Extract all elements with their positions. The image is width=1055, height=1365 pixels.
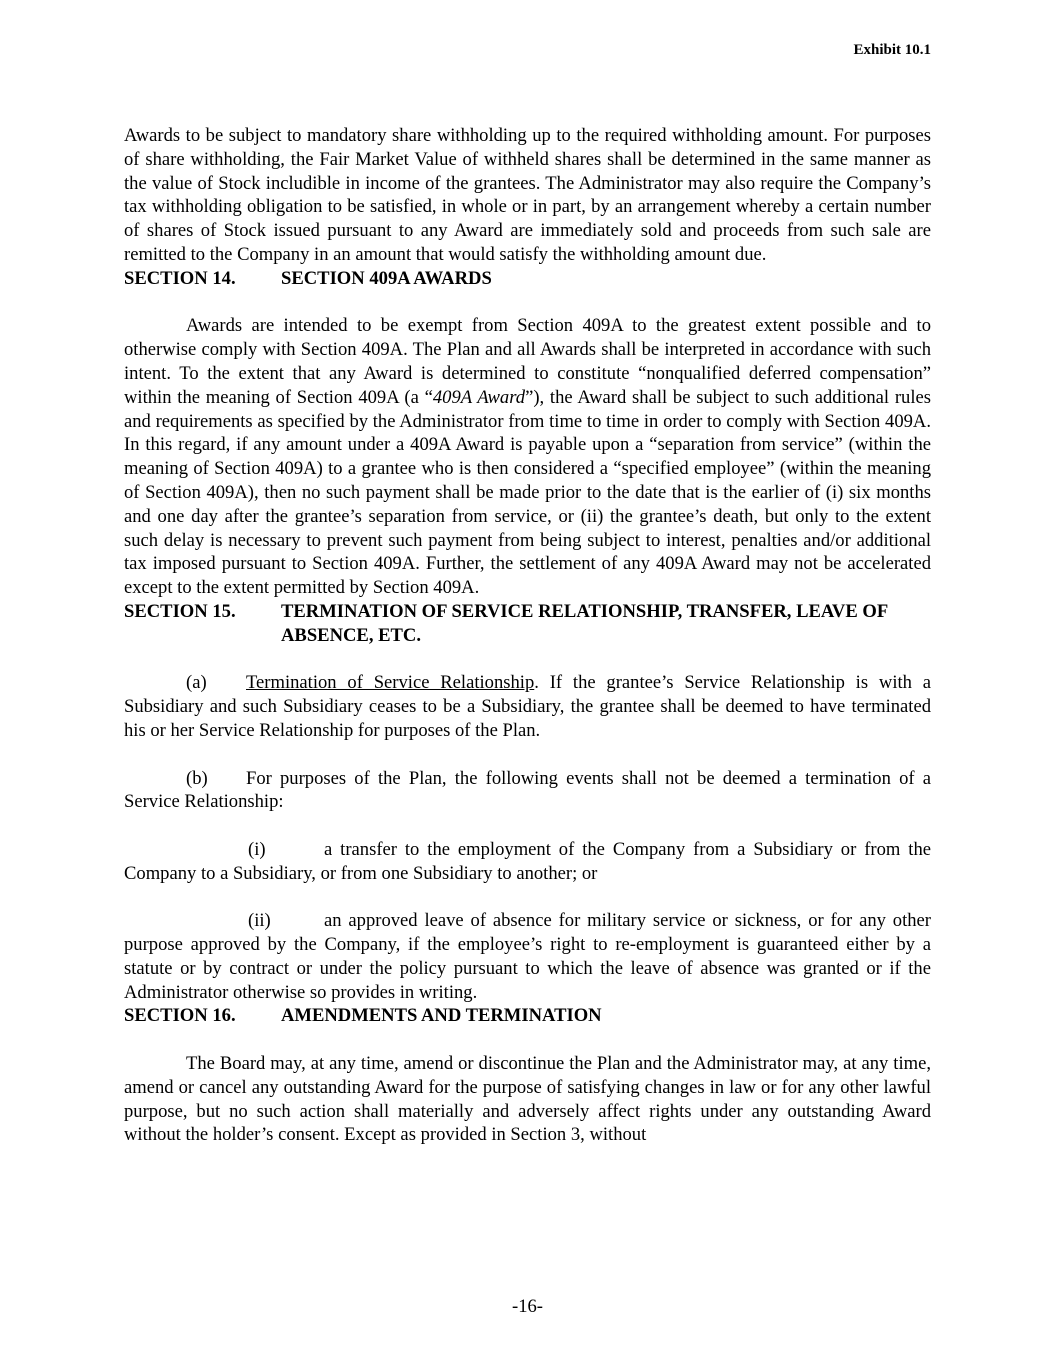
section-14-text-part2: ”), the Award shall be subject to such additional rules and requirements as specified by the Administrator from time to time in order to comply with Section 409A. In this regard, if any amount under a 409A Award is payable upon a “separation from service” (within the meaning of Section 409A) to a grantee who is then considered a “specified employee” (within the meaning of Section 409A), then no such payment shall be made prior to the date that is the earlier of (i) six months and one day after the grantee’s separation from service, or (ii) the grantee’s death, but only to the extent such delay is necessary to prevent such payment from being subject to interest, penalties and/or additional tax imposed pursuant to Section 409A. Further, the settlement of any 409A Award may not be accelerated except to the extent permitted by Section 409A. (124, 386, 931, 599)
defined-term-409a-award: 409A Award (432, 386, 526, 408)
section-14-heading (124, 267, 931, 291)
section-15-title: TERMINATION OF SERVICE RELATIONSHIP, TRANSFER, LEAVE OF ABSENCE, ETC. (281, 600, 888, 646)
section-15-a-text: . If the grantee’s Service Relationship is with a Subsidiary and such Subsidiary ceases to be a Subsidiary, the grantee shall be deemed to have terminated his or her Service Relationship for purposes of the Plan. (124, 672, 931, 741)
section-16-heading (124, 1004, 931, 1028)
section-15-a-paragraph (124, 671, 931, 742)
section-14-title: SECTION 409A AWARDS (281, 267, 492, 289)
section-14-paragraph (124, 314, 931, 600)
section-15-a-caption: Termination of Service Relationship (246, 672, 535, 694)
section-14-number: SECTION 14. (124, 267, 236, 289)
section-15-b-label: (b) (186, 767, 208, 789)
section-15-ii-paragraph (124, 909, 931, 1004)
continuation-paragraph: Awards to be subject to mandatory share withholding up to the required withholding amount. For purposes of share withholding, the Fair Market Value of withheld shares shall be determined in the same manner as the value of Stock includible in income of the grantees. The Administrator may also require the Company’s tax withholding obligation to be satisfied, in whole or in part, by an arrangement whereby a certain number of shares of Stock issued pursuant to any Award are immediately sold and proceeds from such sale are remitted to the Company in an amount that would satisfy the withholding amount due. (124, 125, 931, 265)
section-15-i-paragraph (124, 838, 931, 886)
section-15-number: SECTION 15. (124, 600, 236, 622)
section-15-b-text: For purposes of the Plan, the following events shall not be deemed a termination of a Service Relationship: (124, 767, 931, 813)
exhibit-label: Exhibit 10.1 (853, 42, 931, 58)
section-15-a-label: (a) (186, 672, 207, 694)
section-15-ii-label: (ii) (248, 910, 271, 932)
section-15-heading (124, 600, 931, 648)
section-16-title: AMENDMENTS AND TERMINATION (281, 1005, 602, 1027)
document-body (124, 124, 931, 1147)
section-16-paragraph: The Board may, at any time, amend or discontinue the Plan and the Administrator may, at any time, amend or cancel any outstanding Award for the purpose of satisfying changes in law or for any other lawful purpose, but no such action shall materially and adversely affect rights under any outstanding Award without the holder’s consent. Except as provided in Section 3, without (124, 1053, 931, 1146)
section-16-number: SECTION 16. (124, 1005, 236, 1027)
section-15-i-text: a transfer to the employment of the Company from a Subsidiary or from the Company to a Subsidiary, or from one Subsidiary to another; or (124, 838, 931, 884)
section-15-b-paragraph (124, 767, 931, 815)
section-15-i-label: (i) (248, 838, 266, 860)
page-number: -16- (512, 1296, 543, 1317)
section-15-ii-text: an approved leave of absence for military service or sickness, or for any other purpose approved by the Company, if the employee’s right to re-employment is guaranteed either by a statute or by contract or under the policy pursuant to which the leave of absence was granted or if the Administrator otherwise so provides in writing. (124, 910, 931, 1003)
section-14-text-part1: Awards are intended to be exempt from Section 409A to the greatest extent possible and to otherwise comply with Section 409A. The Plan and all Awards shall be interpreted in accordance with such intent. To the extent that any Award is determined to constitute “nonqualified deferred compensation” within the meaning of Section 409A (a “ (124, 315, 931, 408)
